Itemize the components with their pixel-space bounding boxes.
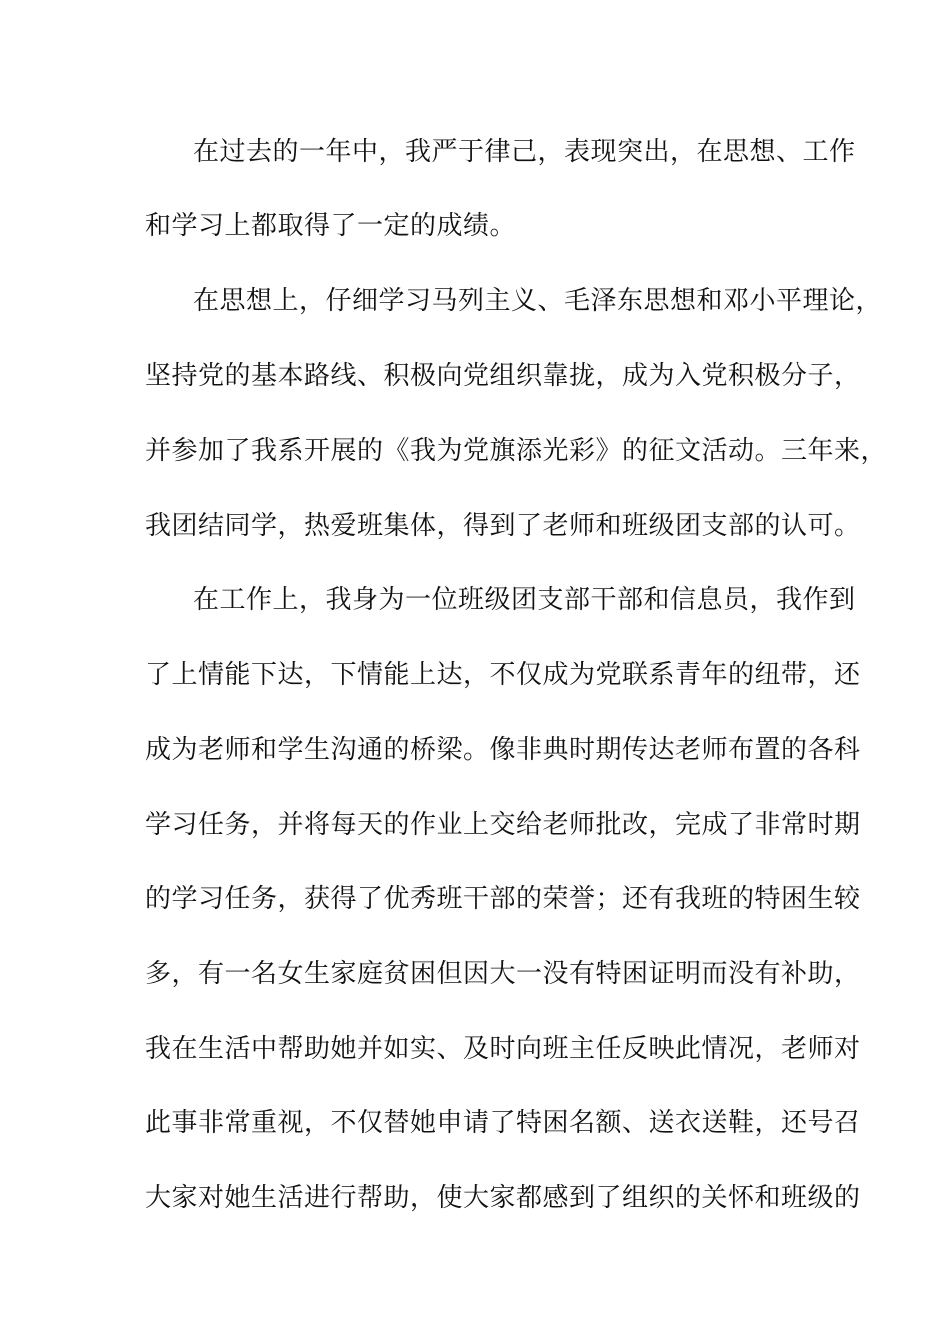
text-line-11: 的学习任务，获得了优秀班干部的荣誉；还有我班的特困生较 (145, 884, 861, 914)
text-line-14: 此事非常重视，不仅替她申请了特困名额、送衣送鞋，还号召 (145, 1108, 861, 1138)
text-line-7: 在工作上，我身为一位班级团支部干部和信息员，我作到 (193, 585, 856, 615)
text-line-6: 我团结同学，热爱班集体，得到了老师和班级团支部的认可。 (145, 511, 861, 541)
text-line-1: 在过去的一年中，我严于律己，表现突出，在思想、工作 (193, 137, 856, 167)
text-line-5: 并参加了我系开展的《我为党旗添光彩》的征文活动。三年来， (145, 436, 888, 466)
text-line-4: 坚持党的基本路线、积极向党组织靠拢，成为入党积极分子， (145, 361, 861, 391)
text-line-13: 我在生活中帮助她并如实、及时向班主任反映此情况，老师对 (145, 1034, 861, 1064)
text-line-3: 在思想上，仔细学习马列主义、毛泽东思想和邓小平理论， (193, 286, 883, 316)
text-line-2: 和学习上都取得了一定的成绩。 (145, 211, 517, 241)
text-line-15: 大家对她生活进行帮助，使大家都感到了组织的关怀和班级的 (145, 1183, 861, 1213)
text-line-10: 学习任务，并将每天的作业上交给老师批改，完成了非常时期 (145, 810, 861, 840)
text-line-12: 多，有一名女生家庭贫困但因大一没有特困证明而没有补助， (145, 959, 861, 989)
text-line-8: 了上情能下达，下情能上达，不仅成为党联系青年的纽带，还 (145, 660, 861, 690)
text-line-9: 成为老师和学生沟通的桥梁。像非典时期传达老师布置的各科 (145, 735, 861, 765)
